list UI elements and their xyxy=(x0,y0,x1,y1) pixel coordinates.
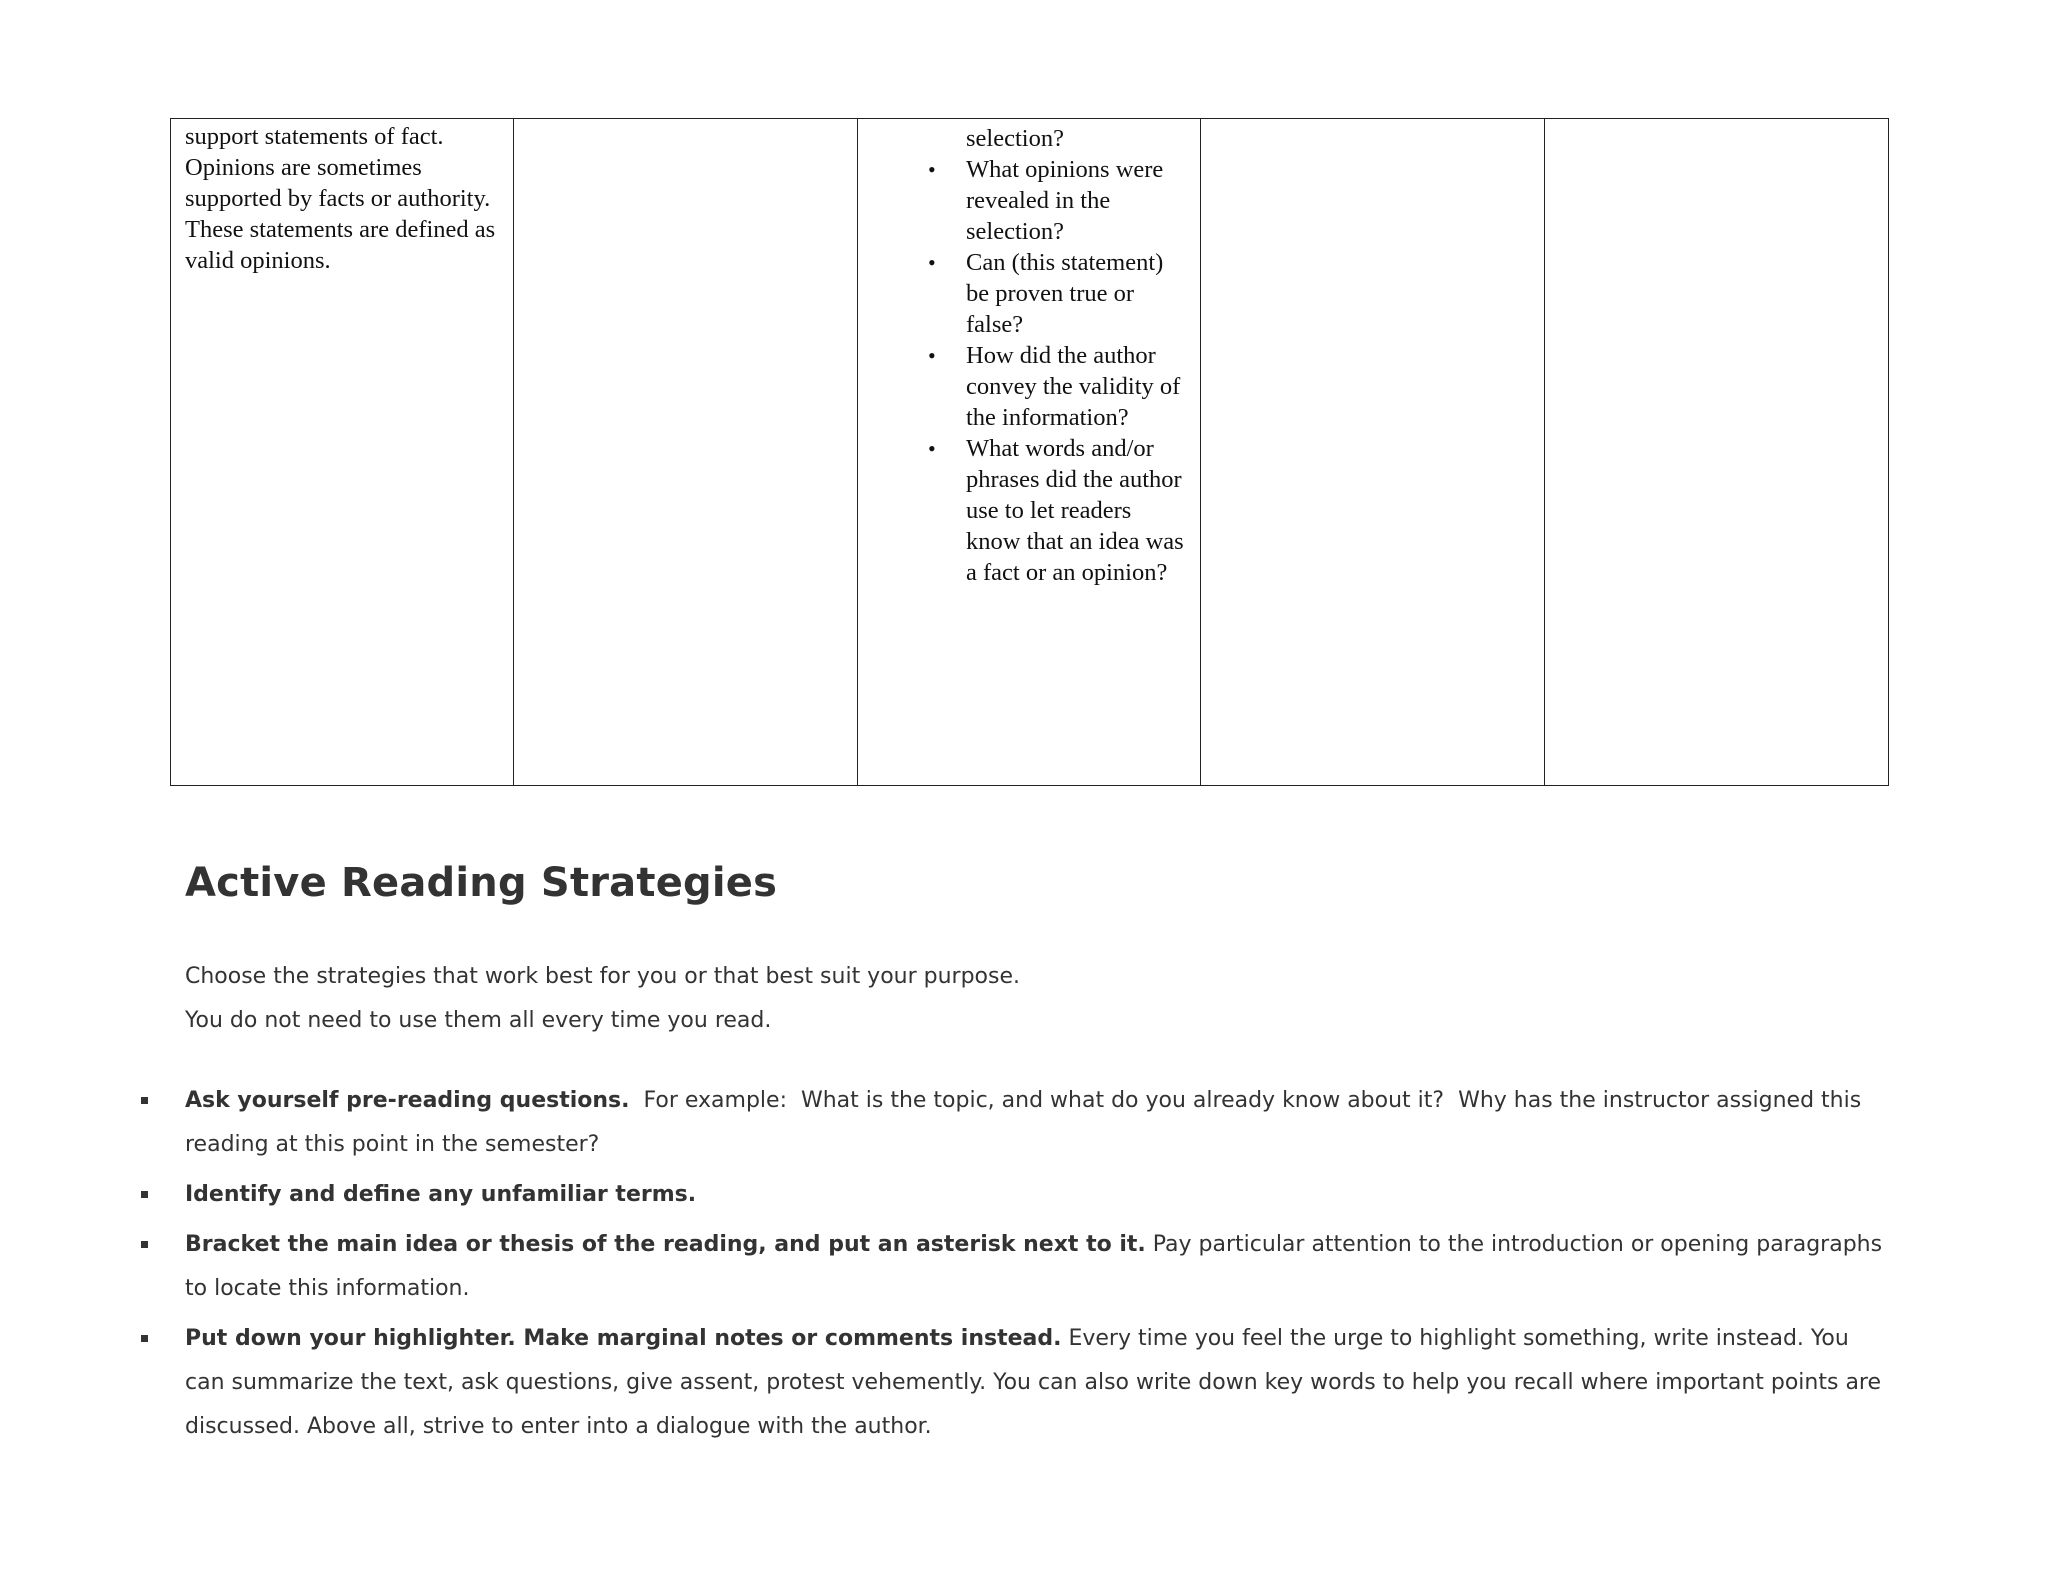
table-cell-empty-5 xyxy=(1545,119,1889,786)
list-item xyxy=(185,1079,1885,1167)
list-item xyxy=(872,340,1186,433)
list-item xyxy=(872,433,1186,588)
list-item xyxy=(185,1173,1885,1217)
square-bullet-icon xyxy=(141,1241,148,1248)
question-text: Can (this statement) be proven true or false? xyxy=(966,249,1164,338)
strategy-text: Pay particular attention to the introduction or opening paragraphs to locate this information. xyxy=(185,1232,1890,1301)
question-text: What words and/or phrases did the author use to let readers know that an idea was a fact or an opinion? xyxy=(966,435,1184,586)
list-item xyxy=(872,154,1186,247)
section-title: Active Reading Strategies xyxy=(185,860,778,906)
strategy-heading: Bracket the main idea or thesis of the reading, and put an asterisk next to it. xyxy=(185,1232,1146,1257)
square-bullet-icon xyxy=(141,1191,148,1198)
intro-line-2: You do not need to use them all every time you read. xyxy=(185,1008,772,1033)
list-item xyxy=(872,247,1186,340)
section-intro xyxy=(185,955,1885,1043)
strategy-heading: Ask yourself pre-reading questions. xyxy=(185,1088,630,1113)
strategy-heading: Put down your highlighter. Make marginal notes or comments instead. xyxy=(185,1326,1062,1351)
table-cell-description xyxy=(171,119,514,786)
bullet-icon: • xyxy=(928,250,936,275)
intro-line-1: Choose the strategies that work best for you or that best suit your purpose. xyxy=(185,964,1021,989)
strategy-text: For example: What is the topic, and what do you already know about it? Why has the instructor assigned this reading at this point in the semester? xyxy=(185,1088,1869,1157)
bullet-icon: • xyxy=(928,436,936,461)
list-item xyxy=(185,1223,1890,1311)
question-text: What opinions were revealed in the selection? xyxy=(966,156,1164,245)
list-item xyxy=(185,1317,1889,1449)
strategy-text: Every time you feel the urge to highlight something, write instead. You can summarize the text, ask questions, give assent, protest vehemently. You can also write down key words to help you recall where important points are discussed. Above all, strive to enter into a dialogue with the author. xyxy=(185,1326,1889,1439)
square-bullet-icon xyxy=(141,1335,148,1342)
question-list xyxy=(872,154,1186,588)
square-bullet-icon xyxy=(141,1097,148,1104)
question-continuation: selection? xyxy=(966,125,1064,152)
bullet-icon: • xyxy=(928,343,936,368)
table-cell-empty-2 xyxy=(514,119,858,786)
table-cell-empty-4 xyxy=(1201,119,1545,786)
strategy-list xyxy=(185,1079,1890,1455)
fact-opinion-table xyxy=(170,118,1889,786)
bullet-icon: • xyxy=(928,157,936,182)
table-cell-questions xyxy=(858,119,1201,786)
strategy-heading: Identify and define any unfamiliar terms. xyxy=(185,1182,697,1207)
question-text: How did the author convey the validity of the information? xyxy=(966,342,1181,431)
cell-description-text: support statements of fact. Opinions are sometimes supported by facts or authority. These statements are defined as valid opinions. xyxy=(185,123,496,274)
table-row xyxy=(171,119,1889,786)
